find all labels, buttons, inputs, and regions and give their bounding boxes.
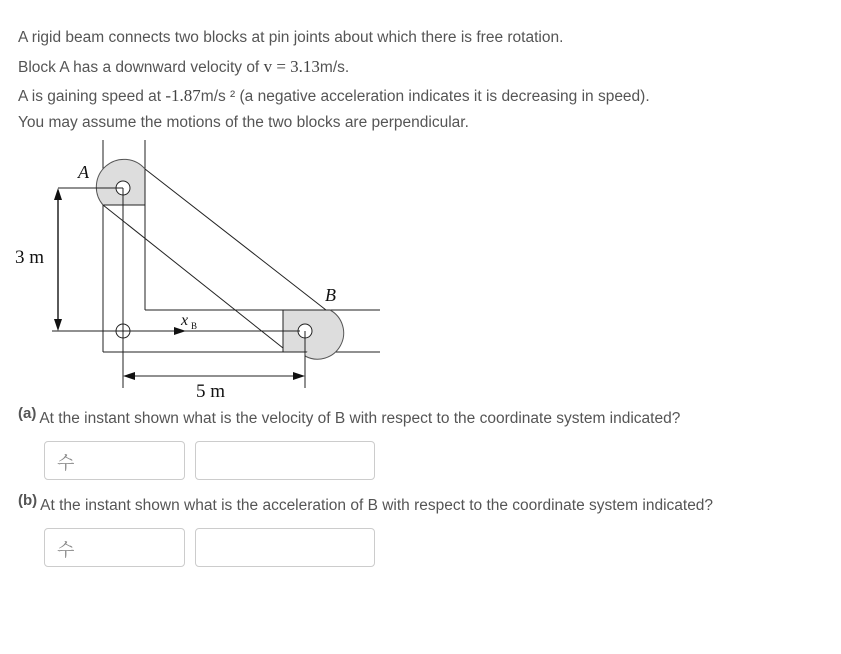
acceleration-value: -1.87 <box>165 86 201 105</box>
question-label: (b) <box>18 492 38 509</box>
dim-3m: 3 m <box>15 247 45 268</box>
question-label: (a) <box>18 405 37 422</box>
text: A is gaining speed at <box>18 88 166 105</box>
text: m/s. <box>319 59 350 76</box>
question-text: At the instant shown what is the acceleration of B with respect to the coordinate system indicated? <box>40 497 714 514</box>
problem-line-1: A rigid beam connects two blocks at pin joints about which there is free rotation. <box>18 29 564 46</box>
unit-select-a[interactable] <box>44 441 185 480</box>
answer-input-b[interactable] <box>195 528 375 567</box>
question-a <box>18 405 681 428</box>
question-text: At the instant shown what is the velocity of B with respect to the coordinate system indicated? <box>39 410 681 427</box>
label-xb-sub: B <box>191 321 198 331</box>
text: m/s ² (a negative acceleration indicates it is decreasing in speed). <box>200 88 650 105</box>
block-b <box>283 310 344 359</box>
unit-symbol-icon: 수 <box>57 453 75 473</box>
answer-input-a[interactable] <box>195 441 375 480</box>
label-a: A <box>78 162 89 182</box>
unit-select-b[interactable] <box>44 528 185 567</box>
label-b: B <box>325 285 336 305</box>
label-xb: x <box>181 312 189 329</box>
velocity-value: v = 3.13 <box>263 57 320 76</box>
question-b <box>18 492 714 515</box>
text: Block A has a downward velocity of <box>18 59 264 76</box>
dim-5m: 5 m <box>196 381 226 402</box>
unit-symbol-icon: 수 <box>57 540 75 560</box>
problem-line-4: You may assume the motions of the two blocks are perpendicular. <box>18 114 469 131</box>
block-a <box>96 159 145 205</box>
